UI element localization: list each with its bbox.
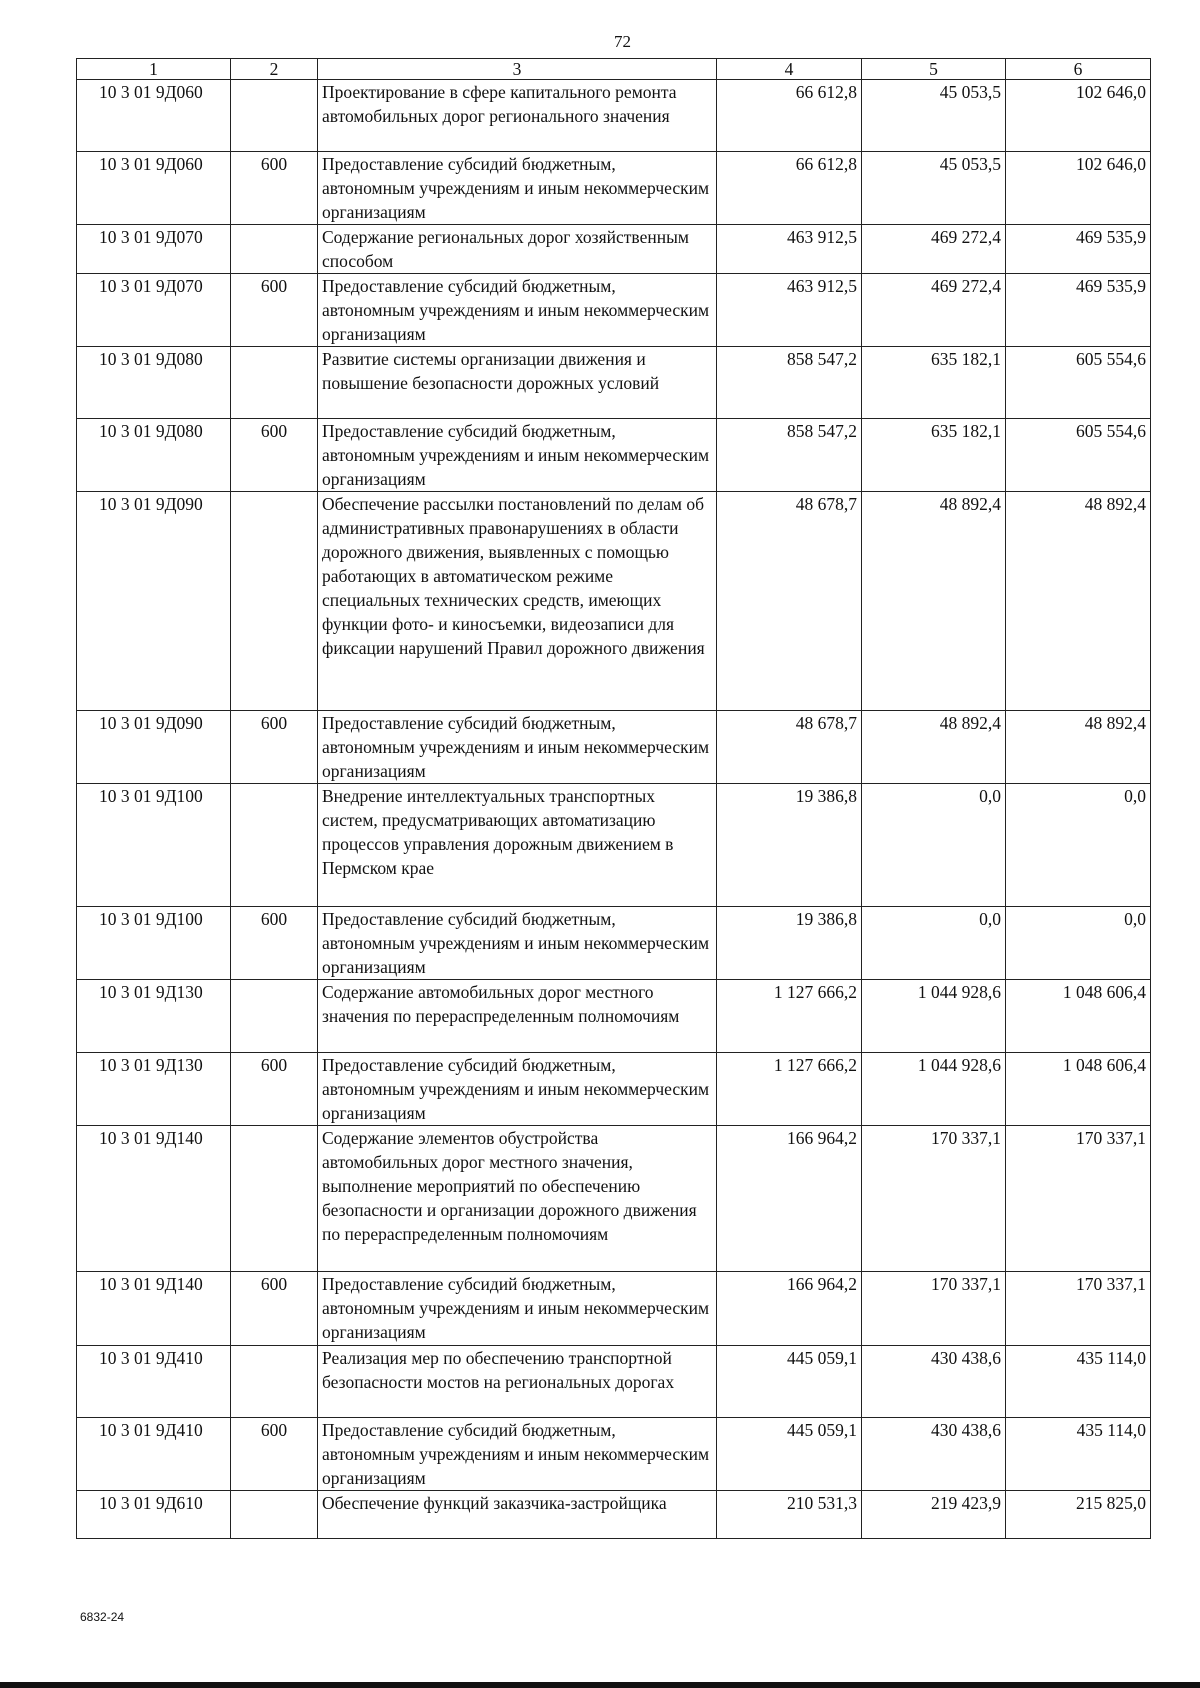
row-name: Предоставление субсидий бюджетным, автономным учреждениям и иным некоммерческим организациям xyxy=(318,711,717,784)
row-type xyxy=(231,980,318,1053)
row-value-5: 48 892,4 xyxy=(862,711,1006,784)
row-value-6: 605 554,6 xyxy=(1006,347,1151,419)
row-type xyxy=(231,1346,318,1418)
row-type: 600 xyxy=(231,1053,318,1126)
header-row xyxy=(77,59,1151,80)
row-type xyxy=(231,492,318,711)
column-header-5: 5 xyxy=(862,59,1006,80)
row-value-6: 48 892,4 xyxy=(1006,711,1151,784)
row-type xyxy=(231,225,318,274)
table-row xyxy=(77,1491,1151,1539)
row-code: 10 3 01 9Д070 xyxy=(77,225,231,274)
table-row xyxy=(77,1126,1151,1272)
row-type: 600 xyxy=(231,419,318,492)
row-code: 10 3 01 9Д100 xyxy=(77,907,231,980)
row-value-5: 430 438,6 xyxy=(862,1346,1006,1418)
budget-table xyxy=(76,58,1151,1539)
row-name: Предоставление субсидий бюджетным, автономным учреждениям и иным некоммерческим организациям xyxy=(318,152,717,225)
row-value-6: 469 535,9 xyxy=(1006,274,1151,347)
column-header-4: 4 xyxy=(717,59,862,80)
row-code: 10 3 01 9Д060 xyxy=(77,80,231,152)
row-type: 600 xyxy=(231,1418,318,1491)
row-value-6: 435 114,0 xyxy=(1006,1346,1151,1418)
page-number: 72 xyxy=(614,32,631,51)
column-header-3: 3 xyxy=(318,59,717,80)
table-row xyxy=(77,347,1151,419)
row-value-6: 0,0 xyxy=(1006,907,1151,980)
row-name: Содержание региональных дорог хозяйственным способом xyxy=(318,225,717,274)
row-value-6: 215 825,0 xyxy=(1006,1491,1151,1539)
row-value-5: 45 053,5 xyxy=(862,152,1006,225)
row-value-5: 469 272,4 xyxy=(862,225,1006,274)
row-code: 10 3 01 9Д410 xyxy=(77,1346,231,1418)
row-name: Содержание элементов обустройства автомобильных дорог местного значения, выполнение мероприятий по обеспечению безопасности и организации дорожного движения по перераспределенным полномочиям xyxy=(318,1126,717,1272)
row-value-6: 605 554,6 xyxy=(1006,419,1151,492)
table-row xyxy=(77,1272,1151,1346)
table-row xyxy=(77,225,1151,274)
row-value-4: 463 912,5 xyxy=(717,225,862,274)
row-code: 10 3 01 9Д090 xyxy=(77,492,231,711)
row-name: Внедрение интеллектуальных транспортных систем, предусматривающих автоматизацию процессов управления дорожным движением в Пермском крае xyxy=(318,784,717,907)
table-row xyxy=(77,419,1151,492)
footer-document-code: 6832-24 xyxy=(80,1610,125,1624)
row-value-4: 66 612,8 xyxy=(717,80,862,152)
row-value-5: 170 337,1 xyxy=(862,1272,1006,1346)
row-code: 10 3 01 9Д140 xyxy=(77,1272,231,1346)
table-row xyxy=(77,1418,1151,1491)
row-name: Развитие системы организации движения и повышение безопасности дорожных условий xyxy=(318,347,717,419)
row-code: 10 3 01 9Д410 xyxy=(77,1418,231,1491)
row-value-5: 48 892,4 xyxy=(862,492,1006,711)
row-name: Предоставление субсидий бюджетным, автономным учреждениям и иным некоммерческим организациям xyxy=(318,1418,717,1491)
row-value-4: 1 127 666,2 xyxy=(717,980,862,1053)
row-value-6: 469 535,9 xyxy=(1006,225,1151,274)
row-value-5: 0,0 xyxy=(862,784,1006,907)
table-row xyxy=(77,1346,1151,1418)
column-header-1: 1 xyxy=(77,59,231,80)
row-name: Обеспечение рассылки постановлений по делам об административных правонарушениях в области дорожного движения, выявленных с помощью работающих в автоматическом режиме специальных технических средств, имеющих функции фото- и киносъемки, видеозаписи для фиксации нарушений Правил дорожного движения xyxy=(318,492,717,711)
row-value-4: 1 127 666,2 xyxy=(717,1053,862,1126)
row-code: 10 3 01 9Д060 xyxy=(77,152,231,225)
row-code: 10 3 01 9Д100 xyxy=(77,784,231,907)
row-code: 10 3 01 9Д070 xyxy=(77,274,231,347)
row-name: Реализация мер по обеспечению транспортной безопасности мостов на региональных дорогах xyxy=(318,1346,717,1418)
table-row xyxy=(77,907,1151,980)
row-value-5: 45 053,5 xyxy=(862,80,1006,152)
row-value-6: 170 337,1 xyxy=(1006,1272,1151,1346)
row-value-4: 66 612,8 xyxy=(717,152,862,225)
table-row xyxy=(77,492,1151,711)
table-row xyxy=(77,274,1151,347)
row-code: 10 3 01 9Д080 xyxy=(77,419,231,492)
column-header-2: 2 xyxy=(231,59,318,80)
row-value-6: 170 337,1 xyxy=(1006,1126,1151,1272)
row-value-5: 219 423,9 xyxy=(862,1491,1006,1539)
row-code: 10 3 01 9Д610 xyxy=(77,1491,231,1539)
table-row xyxy=(77,784,1151,907)
row-code: 10 3 01 9Д080 xyxy=(77,347,231,419)
row-value-5: 469 272,4 xyxy=(862,274,1006,347)
row-value-6: 1 048 606,4 xyxy=(1006,1053,1151,1126)
row-value-5: 1 044 928,6 xyxy=(862,980,1006,1053)
row-value-4: 48 678,7 xyxy=(717,492,862,711)
row-value-6: 102 646,0 xyxy=(1006,80,1151,152)
column-header-6: 6 xyxy=(1006,59,1151,80)
row-name: Предоставление субсидий бюджетным, автономным учреждениям и иным некоммерческим организациям xyxy=(318,907,717,980)
row-value-4: 210 531,3 xyxy=(717,1491,862,1539)
row-type: 600 xyxy=(231,152,318,225)
row-value-4: 19 386,8 xyxy=(717,784,862,907)
row-value-5: 635 182,1 xyxy=(862,347,1006,419)
row-name: Предоставление субсидий бюджетным, автономным учреждениям и иным некоммерческим организациям xyxy=(318,1053,717,1126)
row-value-6: 0,0 xyxy=(1006,784,1151,907)
table-row xyxy=(77,1053,1151,1126)
row-name: Содержание автомобильных дорог местного значения по перераспределенным полномочиям xyxy=(318,980,717,1053)
row-name: Предоставление субсидий бюджетным, автономным учреждениям и иным некоммерческим организациям xyxy=(318,1272,717,1346)
row-value-4: 19 386,8 xyxy=(717,907,862,980)
table-row xyxy=(77,711,1151,784)
row-name: Предоставление субсидий бюджетным, автономным учреждениям и иным некоммерческим организациям xyxy=(318,274,717,347)
row-code: 10 3 01 9Д090 xyxy=(77,711,231,784)
row-type: 600 xyxy=(231,711,318,784)
row-value-4: 166 964,2 xyxy=(717,1126,862,1272)
row-value-4: 463 912,5 xyxy=(717,274,862,347)
row-code: 10 3 01 9Д140 xyxy=(77,1126,231,1272)
row-type xyxy=(231,1126,318,1272)
table-row xyxy=(77,152,1151,225)
row-type xyxy=(231,347,318,419)
row-value-6: 435 114,0 xyxy=(1006,1418,1151,1491)
row-value-5: 0,0 xyxy=(862,907,1006,980)
table-row xyxy=(77,80,1151,152)
row-value-4: 858 547,2 xyxy=(717,347,862,419)
row-value-6: 48 892,4 xyxy=(1006,492,1151,711)
row-value-4: 858 547,2 xyxy=(717,419,862,492)
row-value-5: 1 044 928,6 xyxy=(862,1053,1006,1126)
row-type: 600 xyxy=(231,907,318,980)
row-value-4: 166 964,2 xyxy=(717,1272,862,1346)
row-value-4: 445 059,1 xyxy=(717,1346,862,1418)
row-value-5: 430 438,6 xyxy=(862,1418,1006,1491)
row-value-6: 102 646,0 xyxy=(1006,152,1151,225)
row-value-5: 635 182,1 xyxy=(862,419,1006,492)
scan-edge-divider xyxy=(0,1682,1200,1688)
row-value-4: 48 678,7 xyxy=(717,711,862,784)
table-row xyxy=(77,980,1151,1053)
row-type: 600 xyxy=(231,274,318,347)
row-name: Обеспечение функций заказчика-застройщика xyxy=(318,1491,717,1539)
row-type: 600 xyxy=(231,1272,318,1346)
row-type xyxy=(231,1491,318,1539)
row-value-4: 445 059,1 xyxy=(717,1418,862,1491)
row-name: Проектирование в сфере капитального ремонта автомобильных дорог регионального значения xyxy=(318,80,717,152)
row-value-6: 1 048 606,4 xyxy=(1006,980,1151,1053)
row-type xyxy=(231,784,318,907)
row-value-5: 170 337,1 xyxy=(862,1126,1006,1272)
row-code: 10 3 01 9Д130 xyxy=(77,1053,231,1126)
row-name: Предоставление субсидий бюджетным, автономным учреждениям и иным некоммерческим организациям xyxy=(318,419,717,492)
row-type xyxy=(231,80,318,152)
row-code: 10 3 01 9Д130 xyxy=(77,980,231,1053)
